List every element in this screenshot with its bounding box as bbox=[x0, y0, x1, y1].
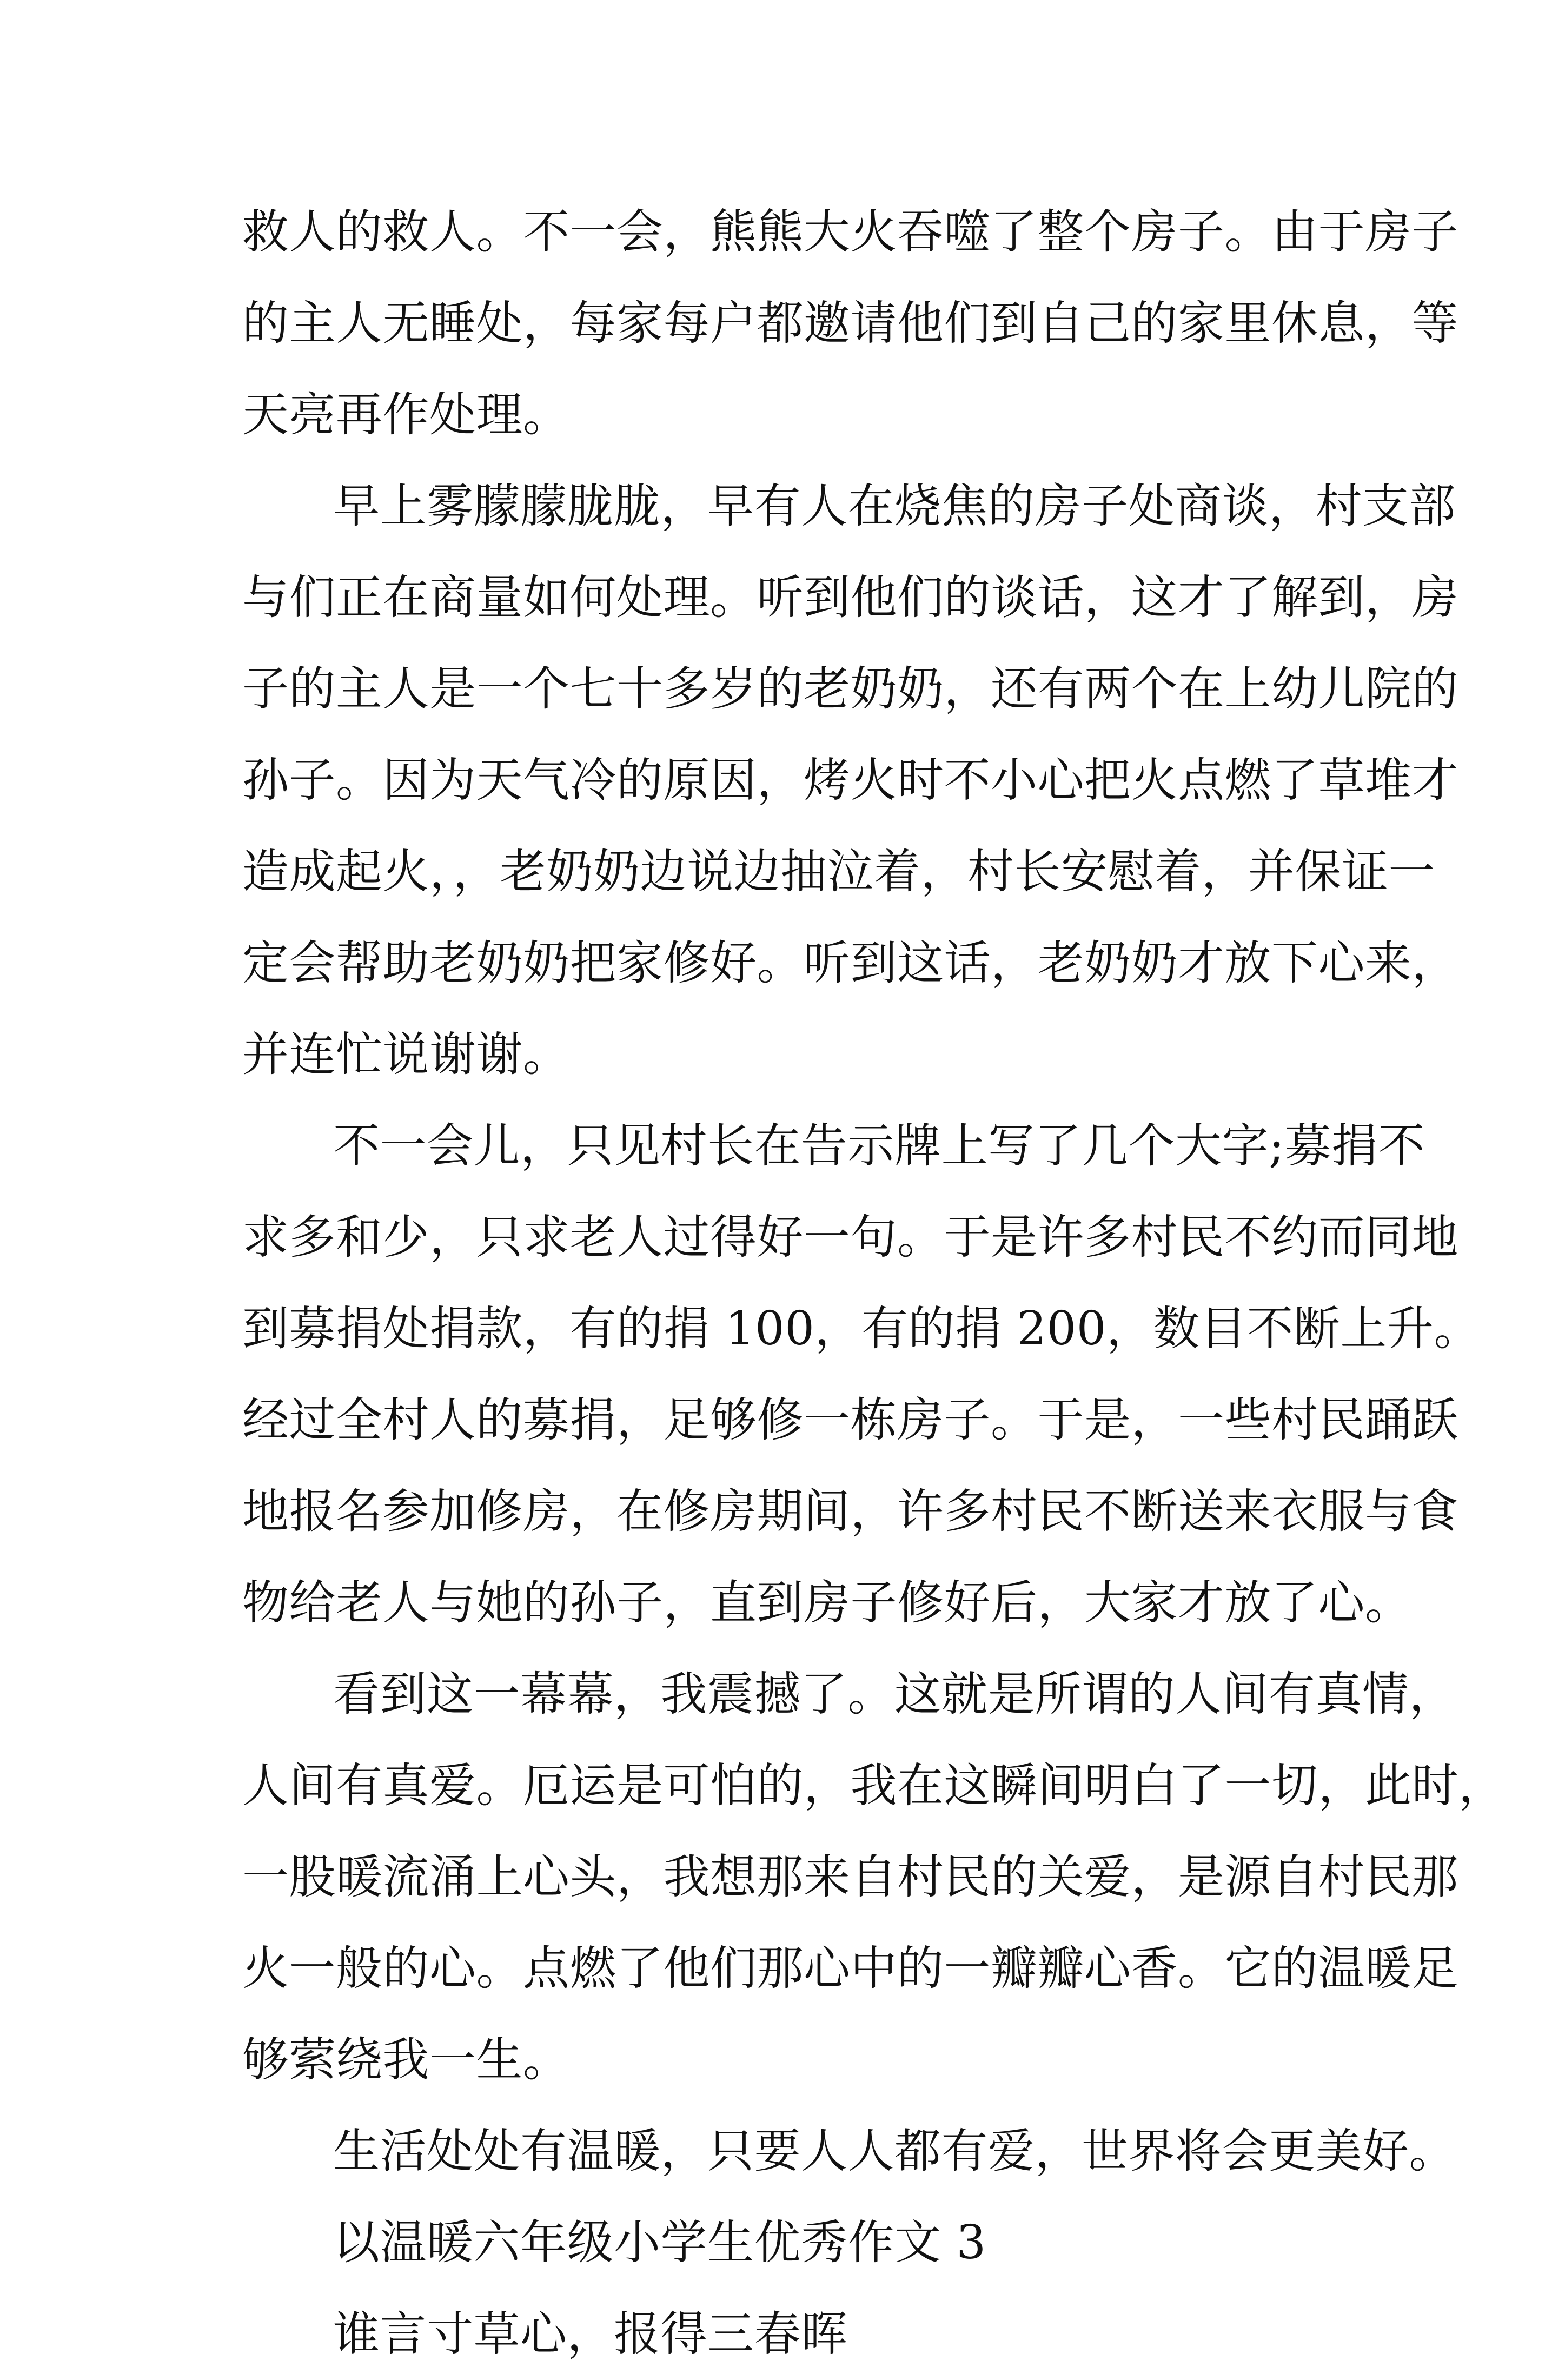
text-line: 物给老人与她的孙子，直到房子修好后，大家才放了心。 bbox=[242, 1576, 1412, 1630]
text-line: 到募捐处捐款，有的捐 100，有的捐 200，数目不断上升。 bbox=[242, 1302, 1481, 1356]
text-line: 子的主人是一个七十多岁的老奶奶，还有两个在上幼儿院的 bbox=[242, 662, 1458, 716]
text-line: 的主人无睡处，每家每户都邀请他们到自己的家里休息，等 bbox=[242, 296, 1458, 350]
text-line: 造成起火，，老奶奶边说边抽泣着，村长安慰着，并保证一 bbox=[242, 845, 1435, 899]
text-line: 一股暖流涌上心头，我想那来自村民的关爱，是源自村民那 bbox=[242, 1850, 1458, 1904]
paragraph-start-line: 早上雾朦朦胧胧，早有人在烧焦的房子处商谈，村支部 bbox=[333, 479, 1456, 533]
text-line: 天亮再作处理。 bbox=[242, 388, 570, 442]
text-line: 求多和少，只求老人过得好一句。于是许多村民不约而同地 bbox=[242, 1210, 1458, 1264]
text-line: 地报名参加修房，在修房期间，许多村民不断送来衣服与食 bbox=[242, 1484, 1458, 1539]
paragraph-start-line: 不一会儿，只见村长在告示牌上写了几个大字;募捐不 bbox=[333, 1119, 1425, 1173]
text-line: 并连忙说谢谢。 bbox=[242, 1027, 570, 1082]
text-line: 孙子。因为天气冷的原因，烤火时不小心把火点燃了草堆才 bbox=[242, 753, 1458, 807]
text-line: 定会帮助老奶奶把家修好。听到这话，老奶奶才放下心来， bbox=[242, 936, 1458, 990]
closing-sentence: 生活处处有温暖，只要人人都有爱，世界将会更美好。 bbox=[333, 2124, 1456, 2178]
text-line: 人间有真爱。厄运是可怕的，我在这瞬间明白了一切，此时， bbox=[242, 1759, 1506, 1813]
section-subtitle: 谁言寸草心，报得三春晖 bbox=[333, 2307, 848, 2361]
section-heading: 以温暖六年级小学生优秀作文 3 bbox=[333, 2216, 986, 2270]
text-line: 经过全村人的募捐，足够修一栋房子。于是，一些村民踊跃 bbox=[242, 1393, 1458, 1447]
text-line: 火一般的心。点燃了他们那心中的一瓣瓣心香。它的温暖足 bbox=[242, 1941, 1458, 1996]
text-line: 与们正在商量如何处理。听到他们的谈话，这才了解到，房 bbox=[242, 571, 1458, 625]
text-line: 够萦绕我一生。 bbox=[242, 2033, 570, 2087]
paragraph-start-line: 看到这一幕幕，我震撼了。这就是所谓的人间有真情， bbox=[333, 1667, 1456, 1721]
text-line: 救人的救人。不一会，熊熊大火吞噬了整个房子。由于房子 bbox=[242, 205, 1458, 259]
essay-body bbox=[242, 187, 1506, 2380]
